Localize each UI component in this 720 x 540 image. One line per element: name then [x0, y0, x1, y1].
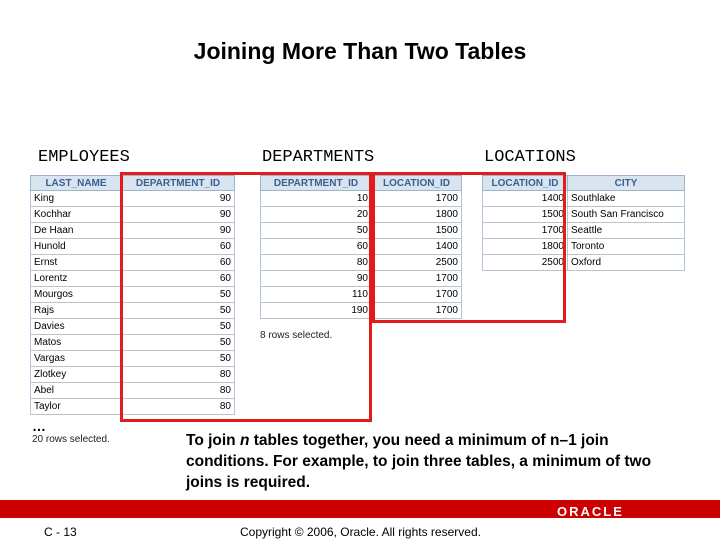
join-highlight-employees-departments: [120, 172, 372, 422]
employee-department-id: 80: [122, 399, 235, 415]
department-id: 190: [261, 303, 372, 319]
location-city: Southlake: [568, 191, 685, 207]
department-location-id: 1700: [372, 287, 462, 303]
employee-last-name: Zlotkey: [31, 367, 122, 383]
slide-number: C - 13: [44, 525, 77, 539]
department-id: 10: [261, 191, 372, 207]
explanation-text: [186, 430, 666, 493]
department-location-id: 1700: [372, 271, 462, 287]
location-id: 1400: [483, 191, 568, 207]
employees-rows-note: 20 rows selected.: [32, 434, 110, 445]
location-id: 1800: [483, 239, 568, 255]
employee-department-id: 60: [122, 239, 235, 255]
slide-title: Joining More Than Two Tables: [193, 38, 527, 64]
department-id: 80: [261, 255, 372, 271]
department-id: 50: [261, 223, 372, 239]
department-location-id: 1700: [372, 303, 462, 319]
departments-header-department-id: DEPARTMENT_ID: [261, 176, 372, 191]
employee-department-id: 90: [122, 207, 235, 223]
departments-header-location-id: LOCATION_ID: [372, 176, 462, 191]
department-location-id: 2500: [372, 255, 462, 271]
departments-rows-note: 8 rows selected.: [260, 330, 333, 341]
join-highlight-departments-locations: [372, 172, 566, 323]
employee-department-id: 50: [122, 351, 235, 367]
employee-department-id: 50: [122, 319, 235, 335]
employee-last-name: Mourgos: [31, 287, 122, 303]
location-id: 1700: [483, 223, 568, 239]
department-location-id: 1500: [372, 223, 462, 239]
employee-last-name: Taylor: [31, 399, 122, 415]
employee-last-name: De Haan: [31, 223, 122, 239]
department-location-id: 1700: [372, 191, 462, 207]
employees-label: EMPLOYEES: [38, 148, 130, 167]
employee-department-id: 50: [122, 287, 235, 303]
location-id: 1500: [483, 207, 568, 223]
employee-department-id: 90: [122, 191, 235, 207]
explanation-part-1: To join: [186, 432, 240, 449]
departments-label: DEPARTMENTS: [262, 148, 375, 167]
department-id: 110: [261, 287, 372, 303]
employee-department-id: 50: [122, 303, 235, 319]
employee-last-name: Ernst: [31, 255, 122, 271]
department-id: 90: [261, 271, 372, 287]
location-city: Oxford: [568, 255, 685, 271]
explanation-n-variable: n: [239, 432, 250, 449]
location-city: Seattle: [568, 223, 685, 239]
employee-last-name: Rajs: [31, 303, 122, 319]
copyright-text: Copyright © 2006, Oracle. All rights reserved.: [240, 525, 481, 539]
employee-last-name: Davies: [31, 319, 122, 335]
employee-department-id: 50: [122, 335, 235, 351]
employee-last-name: Matos: [31, 335, 122, 351]
department-id: 60: [261, 239, 372, 255]
employee-last-name: Abel: [31, 383, 122, 399]
department-id: 20: [261, 207, 372, 223]
location-city: Toronto: [568, 239, 685, 255]
oracle-logo: ORACLE: [557, 504, 624, 519]
employee-department-id: 80: [122, 367, 235, 383]
employee-department-id: 80: [122, 383, 235, 399]
rows-ellipsis: …: [32, 418, 47, 434]
employee-last-name: Vargas: [31, 351, 122, 367]
employees-header-department-id: DEPARTMENT_ID: [122, 176, 235, 191]
employee-last-name: Lorentz: [31, 271, 122, 287]
location-city: South San Francisco: [568, 207, 685, 223]
explanation-part-2: tables together, you need a minimum of n–1 join conditions. For example, to join three tables, a minimum of two joins is required.: [186, 432, 652, 491]
department-location-id: 1400: [372, 239, 462, 255]
locations-header-city: CITY: [568, 176, 685, 191]
employee-department-id: 60: [122, 255, 235, 271]
location-id: 2500: [483, 255, 568, 271]
department-location-id: 1800: [372, 207, 462, 223]
employee-last-name: Kochhar: [31, 207, 122, 223]
locations-label: LOCATIONS: [484, 148, 576, 167]
locations-header-location-id: LOCATION_ID: [483, 176, 568, 191]
employee-last-name: King: [31, 191, 122, 207]
employee-last-name: Hunold: [31, 239, 122, 255]
employee-department-id: 60: [122, 271, 235, 287]
employees-header-last-name: LAST_NAME: [31, 176, 122, 191]
employee-department-id: 90: [122, 223, 235, 239]
